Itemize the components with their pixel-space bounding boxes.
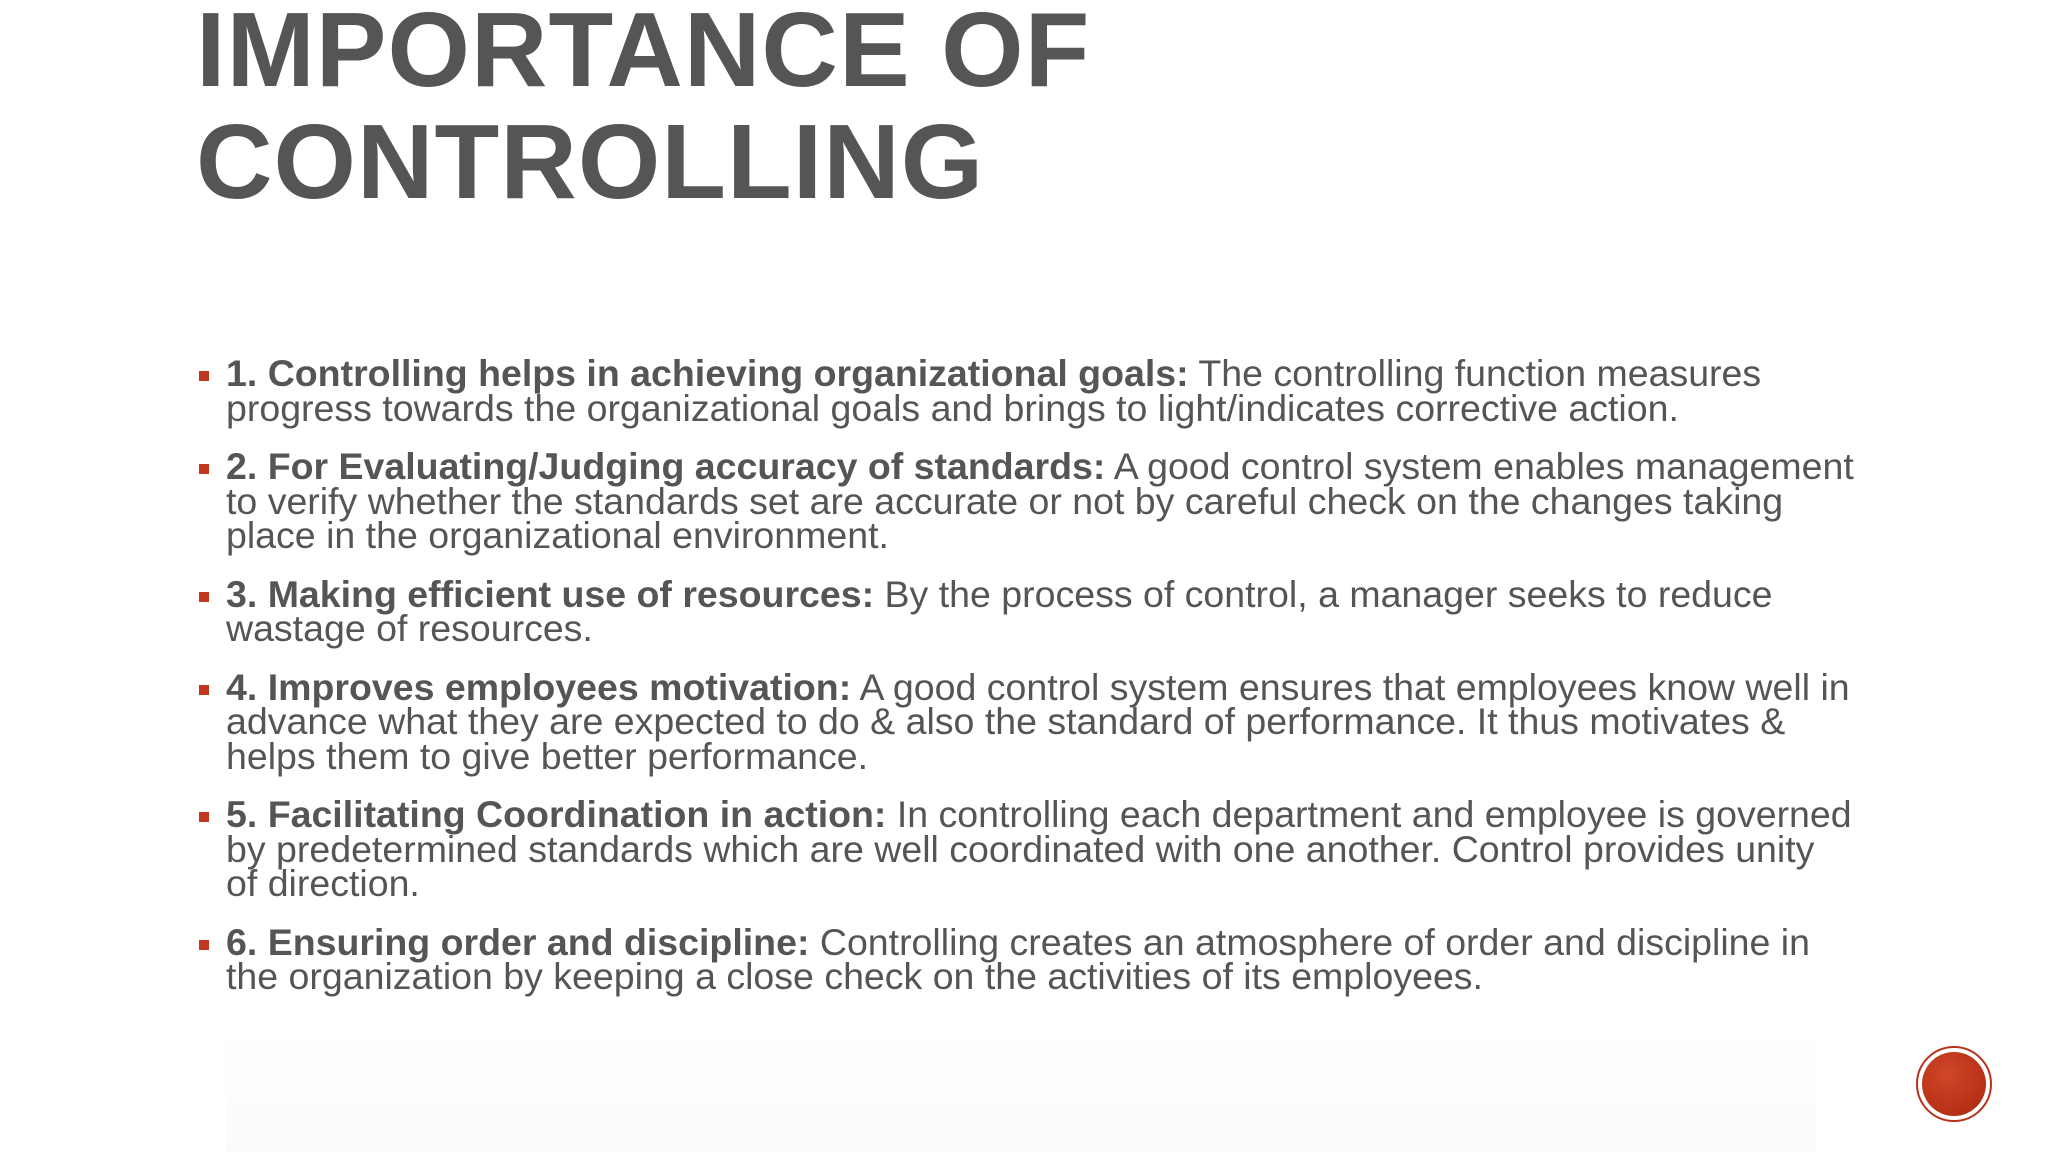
circle-button-icon <box>1922 1052 1986 1116</box>
bullet-square-icon <box>199 464 209 474</box>
bullet-heading: 5. Facilitating Coordination in action: <box>226 793 887 835</box>
bullet-square-icon <box>199 371 209 381</box>
slide-nav-button[interactable] <box>1916 1046 1992 1122</box>
content-shade <box>226 1030 1816 1152</box>
bullet-text: A good control system ensures that employees know well in advance what they are expected to do & also the standard of performance. It thus motivates & helps them to give better performance. <box>226 665 1850 777</box>
slide-title-line-1: IMPORTANCE OF <box>196 0 1091 109</box>
bullet-heading: 1. Controlling helps in achieving organizational goals: <box>226 352 1189 394</box>
bullet-text: By the process of control, a manager seeks to reduce wastage of resources. <box>226 572 1773 649</box>
slide-title <box>196 0 1091 221</box>
bullet-heading: 4. Improves employees motivation: <box>226 665 852 708</box>
bullet-heading: 3. Making efficient use of resources: <box>226 572 875 615</box>
slide-title-line-2: CONTROLLING <box>196 103 985 221</box>
bullet-text: The controlling function measures progress towards the organizational goals and brings to light/indicates corrective action. <box>226 352 1762 429</box>
bullet-text: Controlling creates an atmosphere of order and discipline in the organization by keeping a close check on the activities of its employees. <box>226 920 1810 997</box>
bullet-text: A good control system enables management to verify whether the standards set are accurate or not by careful check on the changes taking place in the organizational environment. <box>226 445 1854 556</box>
bullet-square-icon <box>199 685 209 695</box>
bullet-item-6 <box>196 920 1856 997</box>
bullet-square-icon <box>199 812 209 822</box>
bullet-heading: 2. For Evaluating/Judging accuracy of standards: <box>226 445 1106 487</box>
bullet-text: In controlling each department and employee is governed by predetermined standards which are well coordinated with one another. Control provides unity of direction. <box>226 793 1852 904</box>
bullet-item-5 <box>196 793 1856 904</box>
bullet-item-3 <box>196 572 1856 649</box>
bullet-item-4 <box>196 665 1856 777</box>
bullet-square-icon <box>199 592 209 602</box>
bullet-item-1 <box>196 352 1856 429</box>
bullet-square-icon <box>199 940 209 950</box>
bullet-list <box>196 352 1856 1018</box>
bullet-heading: 6. Ensuring order and discipline: <box>226 920 810 963</box>
bullet-item-2 <box>196 445 1856 556</box>
